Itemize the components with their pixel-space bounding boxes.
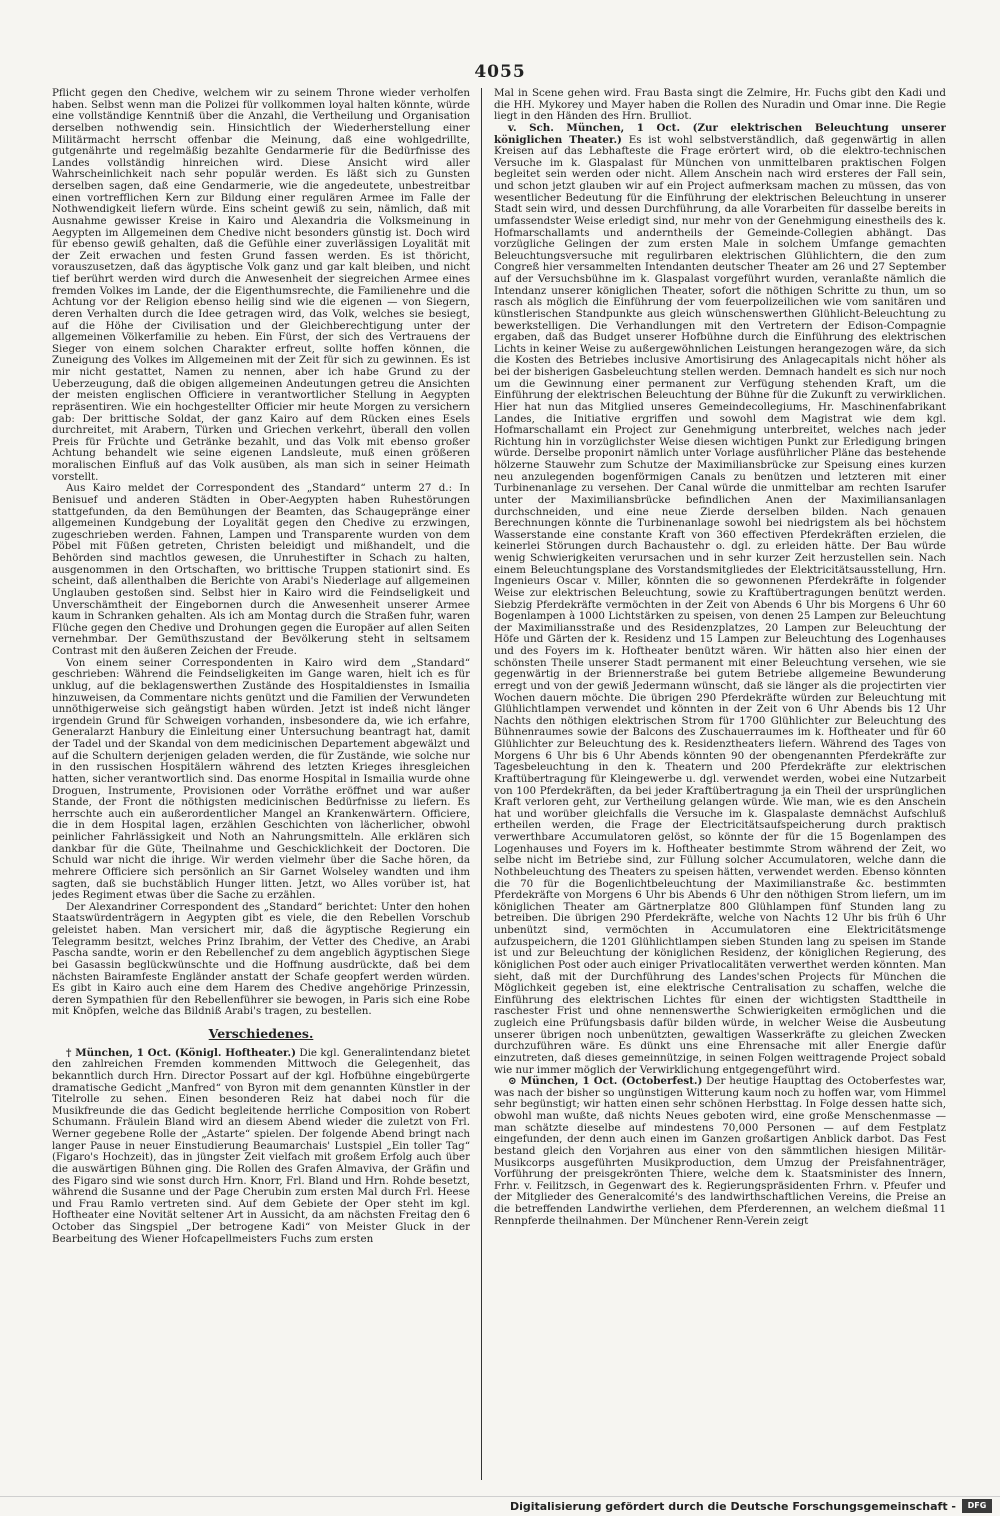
page-number: 4055 — [474, 62, 526, 82]
article-paragraph — [52, 1048, 470, 1246]
article-paragraph: Von einem seiner Correspondenten in Kairo wird dem „Standard“ geschrieben: Während die Feindseligkeiten im Gange waren, hielt ich es für unklug, auf die beklagenswerthen Zustände des Hospitaldienstes in Ismailia hinzuweisen, da Commentare nichts genützt und die Familien der Verwundeten unnöthigerweise sich geängstigt haben würden. Jetzt ist indeß nicht länger irgendein Grund für Schweigen vorhanden, insbesondere da, wie ich erfahre, Generalarzt Hanbury die Einleitung einer Untersuchung beantragt hat, damit der Tadel und der Skandal von dem medicinischen Departement abgewälzt und auf die Schultern derjenigen geladen werden, die für Zustände, wie solche nur in den russischen Hospitälern während des letzten Krieges ihresgleichen hatten, sicher verantwortlich sind. Das enorme Hospital in Ismailia wurde ohne Droguen, Instrumente, Provisionen oder Vorräthe eröffnet und war außer Stande, der Front die nöthigsten medicinischen Bedürfnisse zu liefern. Es herrschte auch ein außerordentlicher Mangel an Krankenwärtern. Officiere, die in dem Hospital lagen, erzählen Geschichten von lächerlicher, obwohl peinlicher Fahrlässigkeit und Noth an Nahrungsmitteln. Alle erklären sich dankbar für die Güte, Theilnahme und Geschicklichkeit der Doctoren. Die Schuld war nicht die ihrige. Wir werden vielmehr über die Sache hören, da mehrere Officiere sich persönlich an Sir Garnet Wolseley wandten und ihm sagten, daß sie buchstäblich Hunger litten. Jetzt, wo Alles vorüber ist, hat jedes Regiment etwas über die Sache zu erzählen. — [52, 656, 470, 902]
article-text: Die kgl. Generalintendanz bietet den zahlreichen Fremden kommenden Mittwoch die Gelegenheit, das bekanntlich durch Hrn. Director Possart auf der kgl. Hofbühne eingebürgerte dramatische Gedicht „Manfred“ von Byron mit dem genannten Künstler in der Titelrolle zu sehen. Einen besonderen Reiz hat dabei noch für die Musikfreunde die das Gedicht begleitende herrliche Composition von Robert Schumann. Fräulein Bland wird an diesem Abend wieder die zuletzt von Frl. Werner gegebene Rolle der „Astarte“ spielen. Der folgende Abend bringt nach langer Pause in neuer Einstudierung Beaumarchais' Lustspiel „Ein toller Tag“ (Figaro's Hochzeit), das in jüngster Zeit vielfach mit großem Erfolg auch über die auswärtigen Bühnen ging. Die Rollen des Grafen Almaviva, der Gräfin und des Figaro sind wie sonst durch Hrn. Knorr, Frl. Bland und Hrn. Rohde besetzt, während die Susanne und der Page Cherubin zum ersten Mal durch Frl. Heese und Frau Ramlo vertreten sind. Auf dem Gebiete der Oper steht im kgl. Hoftheater eine Novität seltener Art in Aussicht, da am nächsten Freitag den 6 October das Singspiel „Der betrogene Kadi“ von Meister Gluck in der Bearbeitung des Wiener Hofcapellmeisters Fuchs zum ersten — [52, 1046, 470, 1245]
footer-credit: Digitalisierung gefördert durch die Deutsche Forschungsgemeinschaft - — [509, 1500, 956, 1513]
left-column — [52, 88, 470, 1480]
column-rule — [481, 88, 482, 1480]
footer-bar — [0, 1496, 1000, 1516]
article-paragraph — [494, 123, 946, 1076]
dateline: ⊙ München, 1 Oct. (Octoberfest.) — [508, 1075, 703, 1088]
section-heading: Verschiedenes. — [208, 1026, 314, 1041]
dateline: v. Sch. München, 1 Oct. (Zur elektrischen Beleuchtung unserer königlichen Theater.) — [494, 121, 946, 146]
article-paragraph — [494, 1076, 946, 1227]
article-text: Der heutige Haupttag des Octoberfestes war, was nach der bisher so ungünstigen Witterung kaum noch zu hoffen war, vom Himmel sehr begünstigt; wir hatten einen sehr schönen Herbsttag. In Folge dessen hatte sich, obwohl man wußte, daß nichts Neues geboten wird, eine große Menschenmasse — man schätzte dieselbe auf mindestens 70,000 Personen — auf dem Festplatz eingefunden, der denn auch einen im Ganzen großartigen Anblick darbot. Das Fest bestand gleich den Vorjahren aus einer von den sämmtlichen hiesigen Militär-Musikcorps ausgeführten Musikproduction, dem Umzug der Preisfahnenträger, Vorführung der preisgekrönten Thiere, welche dem k. Staatsminister des Innern, Frhr. v. Feilitzsch, in Gegenwart des k. Regierungspräsidenten Frhrn. v. Pfeufer und der Mitglieder des Generalcomité's des landwirthschaftlichen Vereins, die Preise an die betreffenden Landwirthe verliehen, dem Pferderennen, an welchem dießmal 11 Rennpferde theilnahmen. Der Münchener Renn-Verein zeigt — [494, 1075, 946, 1227]
dfg-logo-icon: DFG — [962, 1499, 992, 1513]
article-paragraph: Der Alexandriner Correspondent des „Standard“ berichtet: Unter den hohen Staatswürdenträgern in Aegypten gibt es viele, die den Rebellen Vorschub geleistet haben. Man versichert mir, daß die ägyptische Regierung ein Telegramm besitzt, welches Prinz Ibrahim, der Vetter des Chedive, an Arabi Pascha sandte, worin er den Rebellenchef zu dem angeblich ägyptischen Siege bei Gasassin beglückwünschte und die Hoffnung ausdrückte, daß bei dem nächsten Bairamfeste Engländer anstatt der Schafe geopfert werden würden. Es gibt in Kairo auch eine dem Harem des Chedive angehörige Prinzessin, deren Sympathien für den Rebellenführer sie bewogen, in Paris sich eine Robe mit Knöpfen, welche das Bildniß Arabi's tragen, zu bestellen. — [52, 900, 470, 1018]
article-text: Mal in Scene gehen wird. Frau Basta singt die Zelmire, Hr. Fuchs gibt den Kadi und die HH. Mykorey und Mayer haben die Rollen des Nuradin und Omar inne. Die Regie liegt in den Händen des Hrn. Brulliot. — [494, 88, 946, 123]
dateline: † München, 1 Oct. (Königl. Hoftheater.) — [66, 1046, 296, 1059]
right-column — [494, 88, 946, 1480]
article-paragraph — [494, 88, 946, 123]
article-paragraph: Pflicht gegen den Chedive, welchem wir zu seinem Throne wieder verholfen haben. Selbst wenn man die Polizei für vollkommen loyal halten könnte, würde eine vollständige Kenntniß über die Anzahl, die Vertheilung und Organisation derselben nothwendig sein. Hinsichtlich der Wiederherstellung einer Militärmacht herrscht offenbar die Meinung, daß eine wohlgedrillte, gutgenährte und regelmäßig bezahlte Gendarmerie für die Bedürfnisse des Landes vollständig hinreichen wird. Diese Ansicht wird aller Wahrscheinlichkeit nach sehr populär werden. Es läßt sich zu Gunsten derselben sagen, daß eine Gendarmerie, wie die angedeutete, unbestreitbar einen vortrefflichen Kern zur Bildung einer regulären Armee im Falle der Nothwendigkeit liefern würde. Eins scheint gewiß zu sein, nämlich, daß mit Ausnahme gewisser Kreise in Kairo und Alexandria die Volksmeinung in Aegypten im Allgemeinen dem Chedive nicht besonders günstig ist. Doch wird für ebenso gewiß gehalten, daß die Gefühle einer zuverlässigen Loyalität mit der Zeit erwachen und festen Grund fassen werden. Es ist thöricht, vorauszusetzen, daß das ägyptische Volk ganz und gar kalt bleiben, und nicht tief berührt werden wird durch die Anwesenheit der siegreichen Armee eines fremden Volkes im Lande, der die Eigenthumsrechte, die Familienehre und die Achtung vor der Religion ebenso heilig sind wie die eigenen — von Siegern, deren Verhalten durch die Idee getragen wird, das Volk, welches sie besiegt, auf die Höhe der Civilisation und der Gleichberechtigung unter der allgemeinen Völkerfamilie zu heben. Ein Fürst, der sich des Vertrauens der Sieger von einem solchen Charakter erfreut, sollte hoffen können, die Zuneigung des Volkes im Allgemeinen mit der Zeit für sich zu gewinnen. Es ist mir nicht gestattet, Namen zu nennen, aber ich habe Grund zu der Ueberzeugung, daß die obigen allgemeinen Andeutungen getreu die Ansichten der meisten englischen Officiere in verantwortlicher Stellung in Aegypten repräsentiren. Wie ein hochgestellter Officier mir heute Morgen zu versichern gab: Der brittische Soldat, der ganz Kairo auf dem Rücken eines Esels durchreitet, mit Arabern, Türken und Griechen verkehrt, überall den vollen Preis für Früchte und Getränke bezahlt, und das Volk mit ebenso großer Achtung behandelt wie seine eigenen Landsleute, muß einen größeren moralischen Einfluß auf das Volk ausüben, als man sich in seiner Heimath vorstellt. — [52, 88, 470, 483]
article-text: Es ist wohl selbstverständlich, daß gegenwärtig in allen Kreisen auf das Lebhafteste die Frage erörtert wird, ob die elektro-technischen Versuche im k. Glaspalast für München von unmittelbaren praktischen Folgen begleitet sein werden oder nicht. Allem Anschein nach wird ersteres der Fall sein, und schon jetzt glauben wir auf ein Project aufmerksam machen zu müssen, das von wesentlicher Bedeutung für die Einführung der elektrischen Beleuchtung in unserer Stadt sein wird, und dessen Durchführung, da alle Vorarbeiten für dasselbe bereits in umfassendster Weise erledigt sind, nur mehr von der Genehmigung einestheils des k. Hofmarschallamts und anderntheils der Gemeinde-Collegien abhängt. Das vorzügliche Gelingen der zum ersten Male in solchem Umfange gemachten Beleuchtungsversuche mit regulirbaren elektrischen Glühlichtern, die den zum Congreß hier versammelten Intendanten deutscher Theater am 26 und 27 September auf der Versuchsbühne im k. Glaspalast vorgeführt wurden, veranlaßte nämlich die Intendanz unserer königlichen Theater, sofort die nöthigen Schritte zu thun, um so rasch als möglich die Einführung der vom feuerpolizeilichen wie vom sanitären und künstlerischen Standpunkte aus gleich wünschenswerthen Glühlicht-Beleuchtung zu bewerkstelligen. Die Verhandlungen mit den Vertretern der Edison-Compagnie ergaben, daß das Budget unserer Hofbühne durch die Einführung des elektrischen Lichts in keiner Weise zu außergewöhnlichen Leistungen herangezogen wäre, da sich die Kosten des Betriebes inclusive Amortisirung des Anlagecapitals nicht höher als bei der bisherigen Gasbeleuchtung stellen werden. Demnach handelt es sich nur noch um die Gewinnung einer permanent zur Verfügung stehenden Kraft, um die Einführung der elektrischen Beleuchtung der Bühne für die Zukunft zu verwirklichen. Hier hat nun das Mitglied unseres Gemeindecollegiums, Hr. Maschinenfabrikant Landes, die Initiative ergriffen und sowohl dem Magistrat wie dem kgl. Hofmarschallamt ein Project zur Genehmigung unterbreitet, welches nach jeder Richtung hin in vorzüglichster Weise diesen wichtigen Punkt zur Erledigung bringen würde. Derselbe proponirt nämlich unter Vorlage ausführlicher Pläne das bestehende hölzerne Stauwehr zum Schutze der Maximiliansbrücke zur Speisung eines kurzen neu anzulegenden bogenförmigen Canals zu benützen und letzteren mit einer Turbinenanlage zu versehen. Der Canal würde die unmittelbar am rechten Isarufer unter der Maximiliansbrücke befindlichen Anen der Maximiliansanlagen durchschneiden, und eine neue Zierde derselben bilden. Nach genauen Berechnungen könnte die Turbinenanlage sowohl bei niedrigstem als bei höchstem Wasserstande eine constante Kraft von 360 effectiven Pferdekräften erzielen, die keinerlei Störungen durch Bachaustehr o. dgl. zu erleiden hätte. Der Bau würde wenig Schwierigkeiten verursachen und in sehr kurzer Zeit herzustellen sein. Nach einem Beleuchtungsplane des Vorstandsmitgliedes der Elektricitätsausstellung, Hrn. Ingenieurs Oscar v. Miller, könnten die so gewonnenen Pferdekräfte in folgender Weise zur elektrischen Beleuchtung, sowie zu Kraftübertragungen benützt werden. Siebzig Pferdekräfte vermöchten in der Zeit von Abends 6 Uhr bis Morgens 6 Uhr 60 Bogenlampen à 1000 Lichtstärken zu speisen, von denen 25 Lampen zur Beleuchtung der Maximiliansstraße und des Residenzplatzes, 20 Lampen zur Beleuchtung der Höfe und Gärten der k. Residenz und 15 Lampen zur Beleuchtung des Logenhauses und des Foyers im k. Hoftheater benützt wären. Wir hätten also hier einen der schönsten Theile unserer Stadt permanent mit einer Beleuchtung versehen, wie sie gegenwärtig in der Briennerstraße bei gutem Betriebe allgemeine Bewunderung erregt und von der gewiß Jedermann wünscht, daß sie länger als die projectirten vier Wochen dauern möchte. Die übrigen 290 Pferdekräfte würden zur Beleuchtung mit Glühlichtlampen verwendet und könnten in der Zeit von 6 Uhr Abends bis 12 Uhr Nachts den nöthigen elektrischen Strom für 1700 Glühlichter zur Beleuchtung des Bühnenraumes sowie der Balcons des Zuschauerraumes im k. Hoftheater und für 60 Glühlichter zur Beleuchtung des k. Residenztheaters liefern. Während des Tages von Morgens 6 Uhr bis 6 Uhr Abends könnten 90 der obengenannten Pferdekräfte zur Tagesbeleuchtung in den k. Theatern und 200 Pferdekräfte zur elektrischen Kraftübertragung für Kleingewerbe u. dgl. verwendet werden, wobei eine Nutzarbeit von 100 Pferdekräften, da bei jeder Kraftübertragung ja ein Theil der ursprünglichen Kraft verloren geht, zur Vertheilung gelangen würde. Wie man, wie es den Anschein hat und worüber gleichfalls die Versuche im k. Glaspalaste demnächst Aufschluß ertheilen werden, die Frage der Electricitätsaufspeicherung durch praktisch verwerthbare Accumulatoren gelöst, so könnte der für die 15 Bogenlampen des Logenhauses und Foyers im k. Hoftheater bestimmte Strom während der Zeit, wo selbe nicht im Betriebe sind, zur Füllung solcher Accumulatoren, welche dann die Nothbeleuchtung des Theaters zu speisen hätten, verwendet werden. Ebenso könnten die 70 für die Bogenlichtbeleuchtung der Maximilianstraße &c. bestimmten Pferdekräfte von Morgens 6 Uhr bis Abends 6 Uhr den nöthigen Strom liefern, um im königlichen Theater am Gärtnerplatze 800 Glühlampen fünf Stunden lang zu betreiben. Die übrigen 290 Pferdekräfte, welche von Nachts 12 Uhr bis früh 6 Uhr unbenützt sind, vermöchten in Accumulatoren eine Elektricitätsmenge aufzuspeichern, die 1201 Glühlichtlampen sieben Stunden lang zu speisen im Stande ist und zur Beleuchtung der königlichen Residenz, der königlichen Regierung, des königlichen Post oder auch einiger Privatlocalitäten verwerthet werden könnten. Man sieht, daß mit der Durchführung des Landes'schen Projects für München die Möglichkeit gegeben ist, eine elektrische Centralisation zu schaffen, welche die Einführung des elektrischen Lichtes für einen der wichtigsten Stadttheile in raschester Frist und ohne nennenswerthe Schwierigkeiten ermöglichen und die zugleich eine Prüfungsbasis dafür bilden würde, in welcher Weise die Ausbeutung unserer übrigen noch unbenützten, gewaltigen Wasserkräfte zu gleichen Zwecken durchzuführen wäre. Es dünkt uns eine Ehrensache mit aller Energie dafür einzutreten, daß dieses gemeinnützige, in seinen Folgen weittragende Project sobald wie nur immer möglich der Verwirklichung entgegengeführt wird. — [494, 133, 946, 1076]
article-paragraph: Aus Kairo meldet der Correspondent des „Standard“ unterm 27 d.: In Benisuef und anderen Städten in Ober-Aegypten haben Ruhestörungen stattgefunden, da den Bemühungen der Beamten, das Schaugepränge einer allgemeinen Kundgebung der Loyalität gegen den Chedive zu erzwingen, zugeschrieben werden. Fahnen, Lampen und Transparente wurden von dem Pöbel mit Füßen getreten, Christen beleidigt und mißhandelt, und die Behörden sind machtlos gewesen, die Unruhestifter in Schach zu halten, ausgenommen in den Ortschaften, wo brittische Truppen stationirt sind. Es scheint, daß allenthalben die Berichte von Arabi's Niederlage auf allgemeinen Unglauben gestoßen sind. Selbst hier in Kairo wird die Feindseligkeit und Unverschämtheit der Eingebornen durch die Anwesenheit unserer Armee kaum in Schranken gehalten. Als ich am Montag durch die Straßen fuhr, waren Flüche gegen den Chedive und Drohungen gegen die Europäer auf allen Seiten vernehmbar. Der Gemüthszustand der Bevölkerung steht in seltsamem Contrast mit den äußeren Zeichen der Freude. — [52, 482, 470, 657]
